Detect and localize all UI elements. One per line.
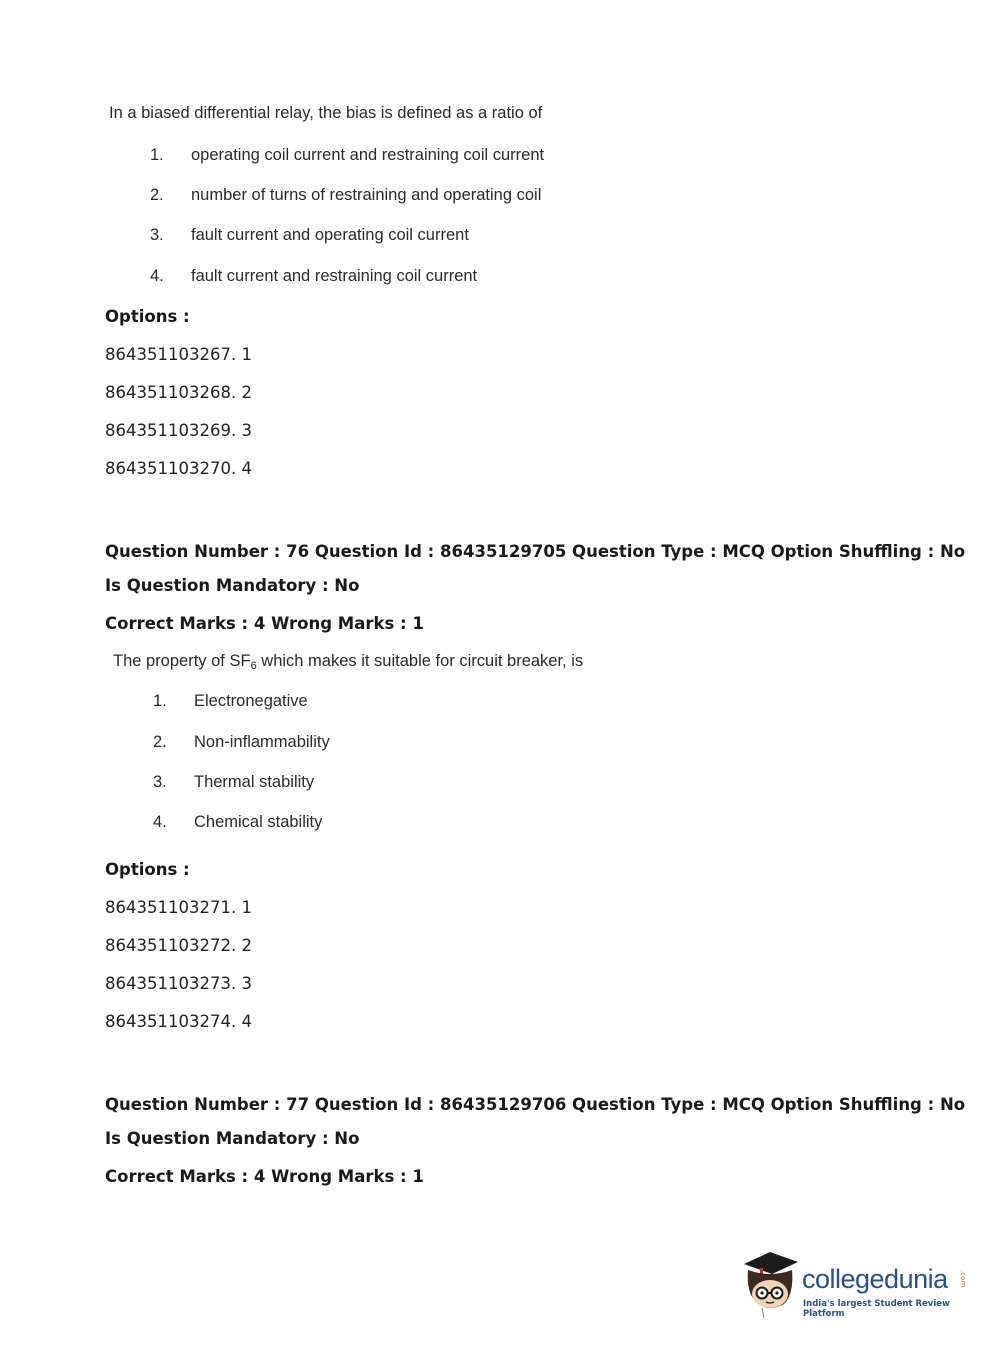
q76-choice-4-text: Chemical stability xyxy=(194,813,323,831)
q76-choice-1-num: 1. xyxy=(153,692,167,710)
q76-option-3: 864351103273. 3 xyxy=(105,974,252,993)
q75-stem: In a biased differential relay, the bias is defined as a ratio of xyxy=(109,104,543,122)
q77-header-line2: Is Question Mandatory : No xyxy=(105,1129,360,1148)
graduate-cap-mascot-icon xyxy=(740,1248,802,1322)
q76-stem-subscript: 6 xyxy=(250,660,257,672)
q77-marks: Correct Marks : 4 Wrong Marks : 1 xyxy=(105,1167,424,1186)
q75-option-4: 864351103270. 4 xyxy=(105,459,252,478)
q76-choice-4-num: 4. xyxy=(153,813,167,831)
q76-header-line1: Question Number : 76 Question Id : 86435129705 Question Type : MCQ Option Shuffling : No xyxy=(105,542,966,561)
q76-option-4: 864351103274. 4 xyxy=(105,1012,252,1031)
q76-option-1: 864351103271. 1 xyxy=(105,898,252,917)
q76-choice-2-text: Non-inflammability xyxy=(194,733,330,751)
q76-options-label: Options : xyxy=(105,860,190,879)
q75-options-label: Options : xyxy=(105,307,190,326)
q75-choice-1-text: operating coil current and restraining coil current xyxy=(191,146,545,164)
q75-choice-2-num: 2. xyxy=(150,186,164,204)
q76-stem xyxy=(113,652,583,672)
q76-stem-after: which makes it suitable for circuit breaker, is xyxy=(256,652,584,670)
q76-stem-before: The property of SF xyxy=(113,652,251,670)
q75-option-3: 864351103269. 3 xyxy=(105,421,252,440)
q75-choice-4-text: fault current and restraining coil current xyxy=(191,267,478,285)
q75-option-2: 864351103268. 2 xyxy=(105,383,252,402)
q77-header-line1: Question Number : 77 Question Id : 86435129706 Question Type : MCQ Option Shuffling : No xyxy=(105,1095,966,1114)
q75-choice-3-num: 3. xyxy=(150,226,164,244)
q76-choice-3-num: 3. xyxy=(153,773,167,791)
q76-marks: Correct Marks : 4 Wrong Marks : 1 xyxy=(105,614,424,633)
q76-option-2: 864351103272. 2 xyxy=(105,936,252,955)
q76-choice-2-num: 2. xyxy=(153,733,167,751)
q75-choice-2-text: number of turns of restraining and operating coil xyxy=(191,186,542,204)
collegedunia-logo xyxy=(740,1248,970,1322)
q76-choice-3-text: Thermal stability xyxy=(194,773,315,791)
q75-option-1: 864351103267. 1 xyxy=(105,345,252,364)
brand-dotcom: .com xyxy=(959,1270,967,1288)
q75-choice-3-text: fault current and operating coil current xyxy=(191,226,469,244)
q76-choice-1-text: Electronegative xyxy=(194,692,308,710)
brand-tagline: India's largest Student Review Platform xyxy=(803,1299,950,1319)
q76-header-line2: Is Question Mandatory : No xyxy=(105,576,360,595)
q75-choice-1-num: 1. xyxy=(150,146,164,164)
q75-choice-4-num: 4. xyxy=(150,267,164,285)
brand-name: collegedunia xyxy=(802,1264,948,1294)
